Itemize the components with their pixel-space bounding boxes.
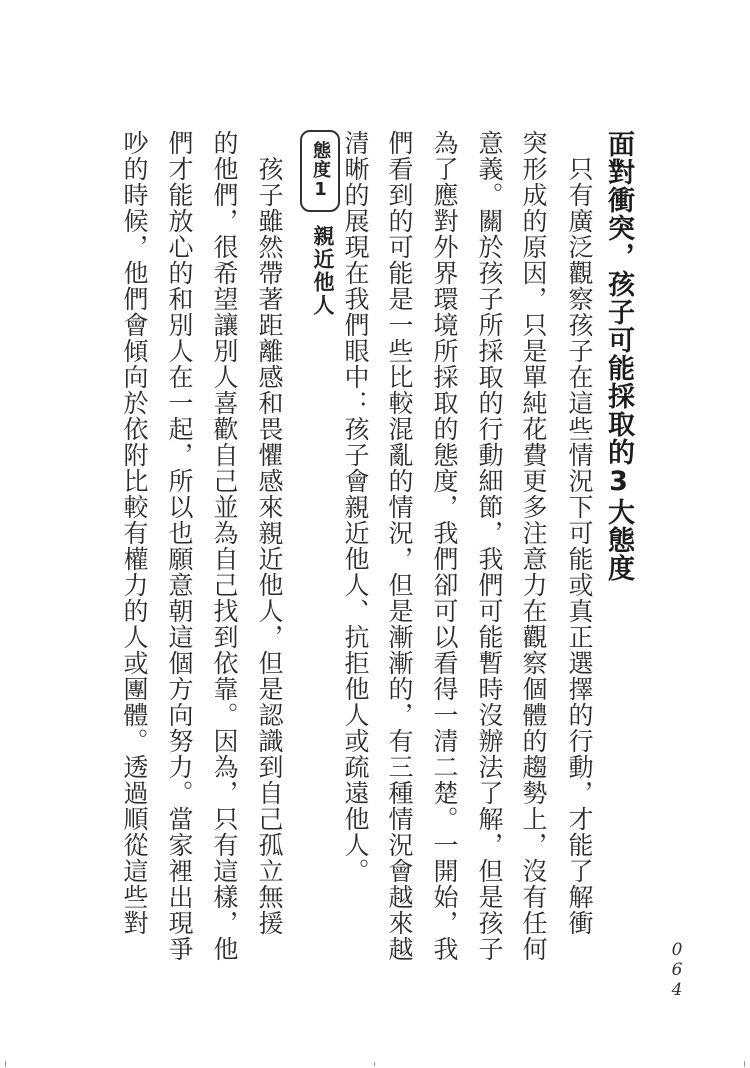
crop-mark-right [744, 1061, 745, 1067]
crop-mark-center [374, 1062, 375, 1066]
body-line-3: 們才能放心的和別人在一起，所以也願意朝這個方向努力。當家裡出現爭 [165, 130, 194, 962]
section-title: 親近他人 [311, 225, 335, 317]
chapter-heading: 面對衝突，孩子可能採取的3大態度 [603, 130, 634, 582]
body-line-2: 的他們，很希望讓別人喜歡自己並為自己找到依靠。因為，只有這樣，他 [210, 130, 239, 962]
intro-line-2: 突形成的原因，只是單純花費更多注意力在觀察個體的趨勢上，沒有任何 [519, 130, 548, 962]
intro-line-5: 們看到的可能是一些比較混亂的情況，但是漸漸的，有三種情況會越來越 [385, 130, 414, 962]
page-number [666, 940, 688, 1000]
body-line-1: 孩子雖然帶著距離感和畏懼感來親近他人，但是認識到自己孤立無援 [255, 130, 284, 936]
intro-line-4: 為了應對外界環境所採取的態度，我們卻可以看得一清二楚。一開始，我 [430, 130, 459, 962]
body-line-4: 吵的時候，他們會傾向於依附比較有權力的人或團體。透過順從這些對 [120, 130, 149, 936]
page-number-digit: 4 [671, 980, 683, 1000]
page-number-digit: 6 [671, 960, 683, 980]
section-badge-label: 態度1 [310, 141, 331, 201]
page-number-digit: 0 [671, 940, 683, 960]
intro-line-1: 只有廣泛觀察孩子在這些情況下可能或真正選擇的行動，才能了解衝 [565, 130, 594, 936]
crop-mark-left [5, 1061, 6, 1067]
section-badge [300, 130, 340, 212]
intro-line-3: 意義。關於孩子所採取的行動細節，我們可能暫時沒辦法了解，但是孩子 [475, 130, 504, 962]
intro-line-6: 清晰的展現在我們眼中：孩子會親近他人、抗拒他人或疏遠他人。 [341, 130, 370, 884]
